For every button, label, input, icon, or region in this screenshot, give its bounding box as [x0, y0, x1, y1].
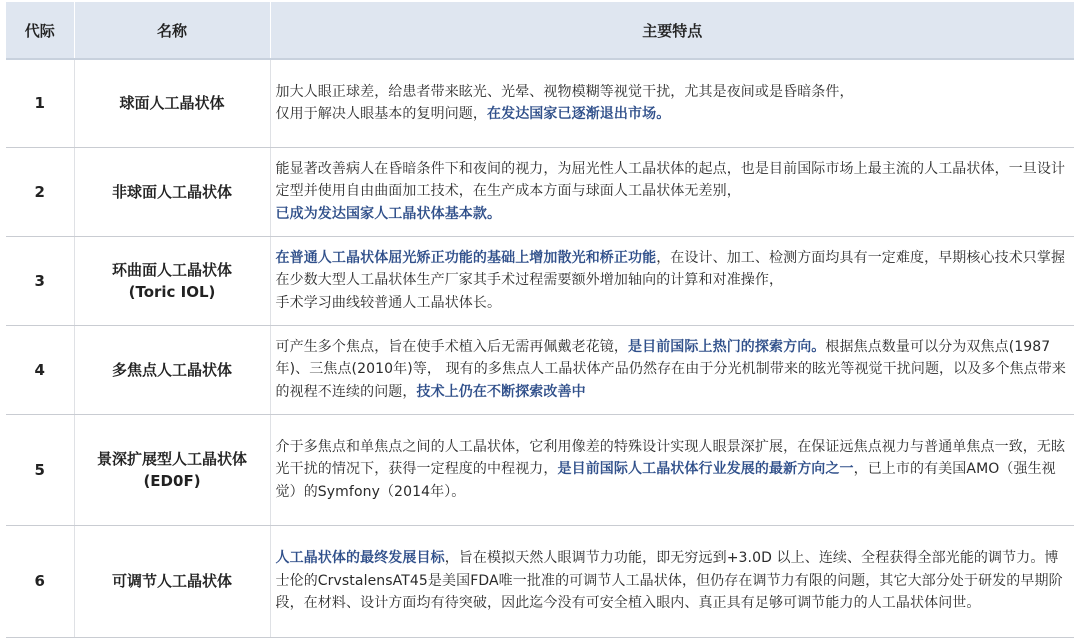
feature-highlight: 是目前国际人工晶状体行业发展的最新方向之一 [557, 461, 854, 478]
generation-cell: 3 [6, 236, 74, 325]
name-cell: 多焦点人工晶状体 [74, 325, 270, 414]
feature-text: 手术学习曲线较普通人工晶状体长。 [275, 294, 502, 311]
name-line: 景深扩展型人工晶状体 [96, 449, 247, 468]
name-cell: 可调节人工晶状体 [74, 525, 270, 637]
features-cell [270, 236, 1074, 325]
feature-text: 可产生多个焦点，旨在使手术植入后无需再佩戴老花镜， [275, 338, 628, 355]
name-cell [74, 414, 270, 525]
feature-text: 根据焦点数量可以分为双焦点(1987年)、三焦点(2010年)等， 现有的多焦点人工晶状体产品仍然存在由于分光机制带来的眩光等视觉干扰问题，以及多个焦点带来的视程不连续的问题， [275, 338, 1066, 400]
table-body [6, 59, 1074, 637]
table-row [6, 525, 1074, 637]
name-cell [74, 236, 270, 325]
name-cell: 非球面人工晶状体 [74, 147, 270, 236]
iol-generations-table [6, 2, 1074, 638]
feature-text: 能显著改善病人在昏暗条件下和夜间的视力，为屈光性人工晶状体的起点，也是目前国际市场上最主流的人工晶状体，一旦设计定型并使用自由曲面加工技术，在生产成本方面与球面人工晶状体无差别， [275, 160, 1066, 200]
table-row [6, 59, 1074, 147]
generation-cell: 5 [6, 414, 74, 525]
feature-highlight: 在普通人工晶状体屈光矫正功能的基础上增加散光和桥正功能 [275, 249, 657, 266]
generation-cell: 1 [6, 59, 74, 147]
features-cell [270, 325, 1074, 414]
feature-text: ，已上市的有美国AMO（强生视觉）的Symfony（2014年）。 [275, 461, 1056, 500]
table-row [6, 414, 1074, 525]
table-row [6, 325, 1074, 414]
feature-highlight: 已成为发达国家人工晶状体基本款。 [275, 205, 502, 222]
table-row [6, 236, 1074, 325]
name-subline: (Toric IOL) [128, 282, 216, 301]
name-line: 环曲面人工晶状体 [111, 260, 232, 279]
feature-text: ，在设计、加工、检测方面均具有一定难度，早期核心技术只掌握在少数大型人工晶状体生产厂家其手术过程需要额外增加轴向的计算和对准操作， [275, 249, 1066, 289]
features-cell [270, 59, 1074, 147]
header-generation: 代际 [6, 2, 74, 59]
header-features: 主要特点 [270, 2, 1074, 59]
header-name: 名称 [74, 2, 270, 59]
feature-highlight: 人工晶状体的最终发展目标 [275, 550, 445, 567]
table-header [6, 2, 1074, 59]
feature-text: 加大人眼正球差，给患者带来眩光、光晕、视物模糊等视觉干扰，尤其是夜间或是昏暗条件， [275, 83, 854, 100]
generation-cell: 6 [6, 525, 74, 637]
features-cell [270, 414, 1074, 525]
generation-cell: 4 [6, 325, 74, 414]
header-row [6, 2, 1074, 59]
feature-highlight: 在发达国家已逐渐退出市场。 [487, 106, 671, 123]
table-row [6, 147, 1074, 236]
generation-cell: 2 [6, 147, 74, 236]
feature-text: 仅用于解决人眼基本的复明问题， [275, 106, 487, 123]
feature-highlight: 是目前国际上热门的探索方向。 [628, 338, 826, 355]
feature-text: ，旨在模拟天然人眼调节力功能，即无穷远到+3.0D 以上、连续、全程获得全部光能的调节力。博士伦的CrvstalensAT45是美国FDA唯一批准的可调节人工晶状体，但仍存在调节力有限的问题，其它大部分处于研发的早期阶段，在材料、设计方面均有待突破，因此迄今没有可安全植入眼内、真正具有足够可调节能力的人工晶状体问世。 [275, 550, 1063, 612]
name-subline: (ED0F) [143, 471, 201, 490]
features-cell [270, 147, 1074, 236]
name-cell: 球面人工晶状体 [74, 59, 270, 147]
features-cell [270, 525, 1074, 637]
feature-text: 介于多焦点和单焦点之间的人工晶状体，它利用像差的特殊设计实现人眼景深扩展，在保证远焦点视力与普通单焦点一致，无眩光干扰的情况下，获得一定程度的中程视力， [275, 438, 1066, 478]
feature-highlight: 技术上仍在不断探索改善中 [416, 383, 586, 400]
